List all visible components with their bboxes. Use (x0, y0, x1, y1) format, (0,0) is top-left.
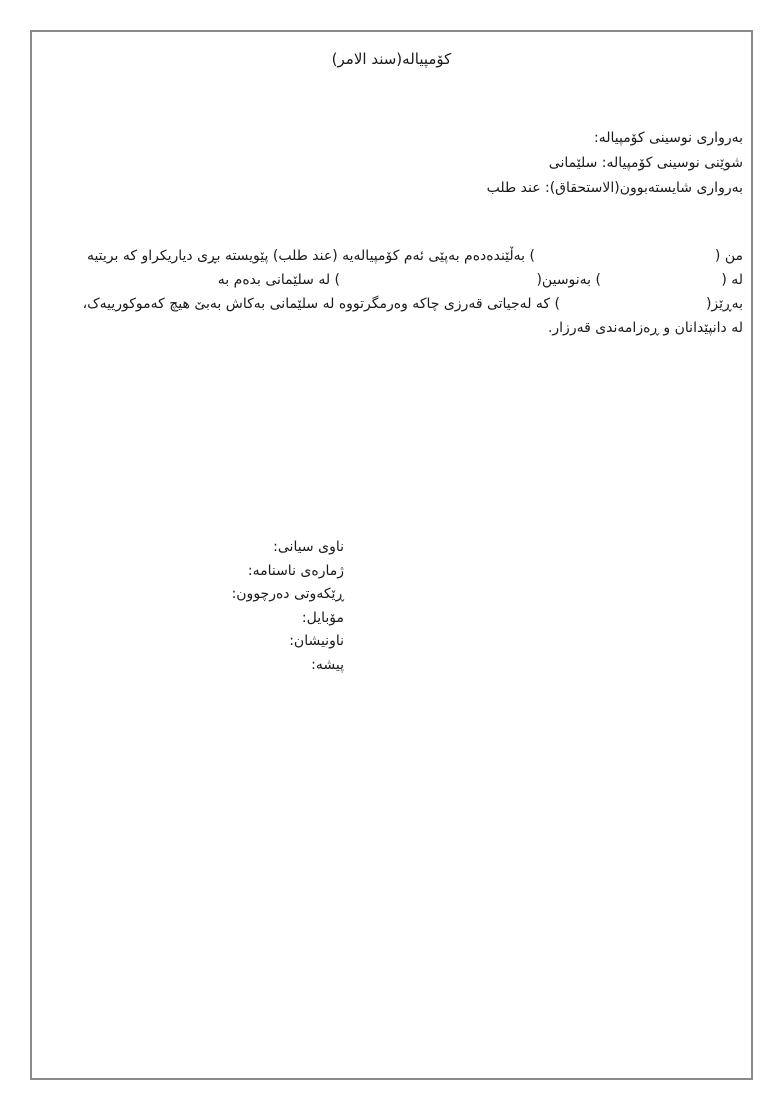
pledge-line-4-text: لە دانپێدانان و ڕەزامەندی قەرزار. (547, 320, 743, 336)
writing-date-label: بەرواری نوسینی کۆمپیالە: (593, 130, 743, 146)
mobile-label: مۆبایل: (301, 609, 344, 626)
pledge-line-1-text: ) بەڵێندەدەم بەپێی ئەم کۆمپیالەیە (عند طلب) پێویستە بڕی دیاریکراو کە بریتیە (86, 248, 535, 264)
pledge-line-3 (36, 292, 743, 316)
occupation-label: پیشە: (311, 656, 344, 673)
pledge-paragraph (36, 244, 743, 340)
document-page (30, 30, 753, 1080)
pledge-line-2 (36, 268, 743, 292)
address-label: ناونیشان: (289, 633, 344, 649)
creditor-name-open: بەڕێز( (705, 296, 743, 312)
debtor-info-block (182, 536, 344, 677)
document-title: کۆمپیالە(سند الامر) (331, 50, 452, 68)
amount-open: لە ( (721, 272, 743, 288)
pledge-line-2-text: ) لە سلێمانی بدەم بە (217, 272, 340, 288)
due-date-label: بەرواری شایستەبوون(الاستحقاق): عند طلب (486, 180, 743, 196)
writing-place-label: شوێنی نوسینی کۆمپیالە: سلێمانی (548, 155, 743, 171)
pledge-line-3-text: ) کە لەجیاتی قەرزی چاکە وەرمگرتووە لە سلێمانی بەکاش بەبێ هیچ کەموکورییەک، (82, 296, 560, 312)
amount-in-words-open: ) بەنوسین( (536, 272, 601, 288)
promissory-note-meta (323, 126, 743, 201)
full-name-label: ناوی سیانی: (273, 539, 344, 555)
issue-date-label: ڕێکەوتی دەرچوون: (231, 586, 344, 602)
debtor-name-open: من ( (714, 248, 743, 264)
pledge-line-1 (36, 244, 743, 268)
id-number-label: ژمارەی ناسنامە: (247, 562, 344, 579)
pledge-line-4 (36, 316, 743, 340)
